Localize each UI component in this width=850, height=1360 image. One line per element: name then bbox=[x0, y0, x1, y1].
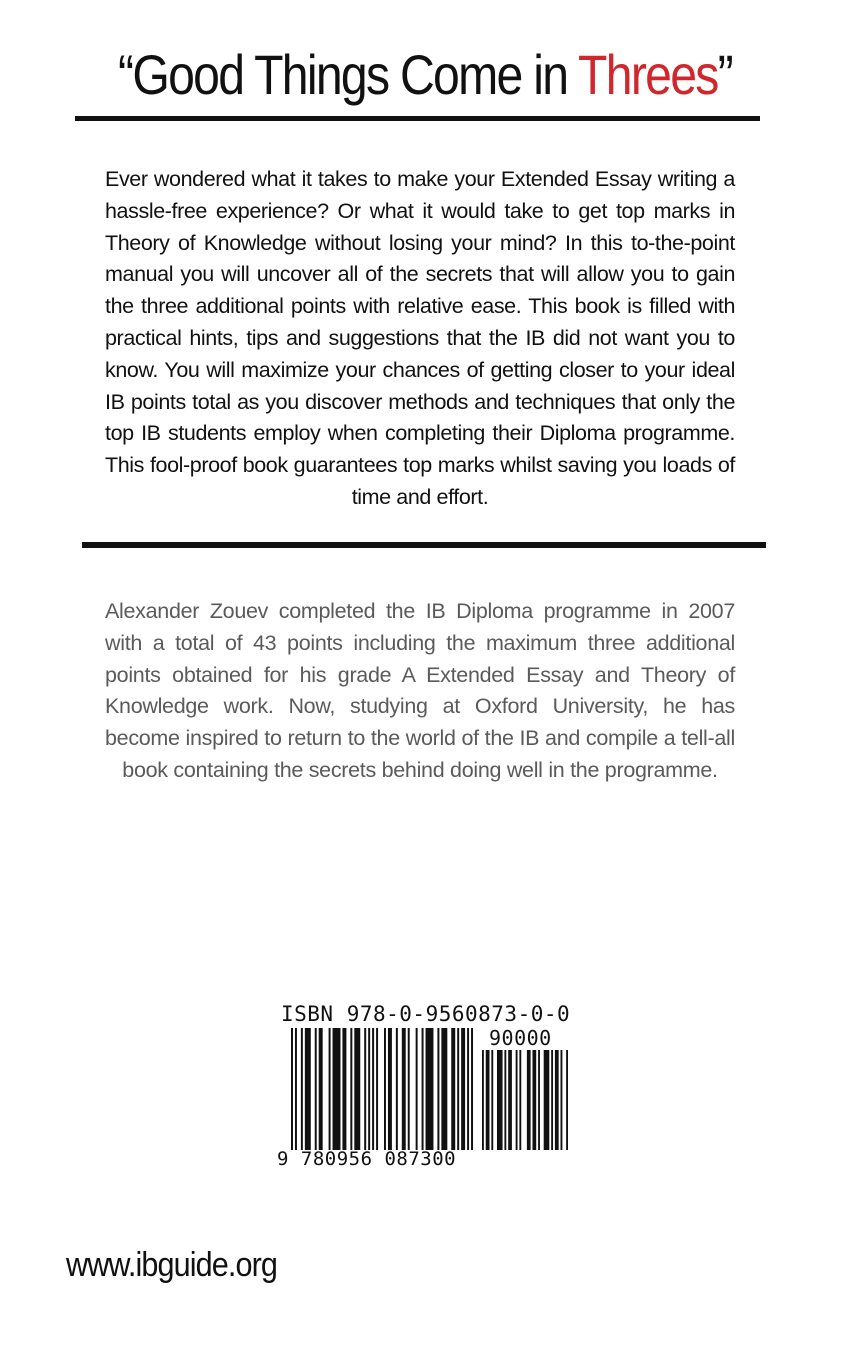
title-open-quote: “ bbox=[118, 43, 133, 106]
barcode-bar bbox=[544, 1050, 550, 1150]
barcode-bar bbox=[561, 1050, 563, 1150]
barcode-bar bbox=[416, 1028, 418, 1150]
barcode-bar bbox=[504, 1050, 506, 1150]
barcode-bar bbox=[295, 1028, 297, 1150]
title-accent-word: Threes bbox=[578, 43, 718, 106]
barcode-bar bbox=[364, 1028, 366, 1150]
barcode-bar bbox=[291, 1028, 293, 1150]
barcode-bar bbox=[372, 1028, 374, 1150]
barcode-bar bbox=[497, 1050, 503, 1150]
barcode-bar bbox=[426, 1028, 434, 1150]
barcode-bar bbox=[527, 1050, 531, 1150]
barcode-ean-digits: 9 780956 087300 bbox=[277, 1148, 457, 1170]
isbn-barcode bbox=[275, 1000, 575, 1180]
barcode-bar bbox=[457, 1028, 459, 1150]
top-divider bbox=[75, 116, 760, 121]
barcode-bar bbox=[461, 1028, 465, 1150]
barcode-bar bbox=[422, 1028, 424, 1150]
barcode-bar bbox=[451, 1028, 455, 1150]
cover-title bbox=[60, 40, 791, 110]
barcode-bar bbox=[333, 1028, 341, 1150]
barcode-bar bbox=[402, 1028, 406, 1150]
barcode-main-bars bbox=[291, 1028, 475, 1150]
barcode-bar bbox=[566, 1050, 568, 1150]
barcode-bar bbox=[516, 1050, 518, 1150]
barcode-bar bbox=[519, 1050, 521, 1150]
author-bio: Alexander Zouev completed the IB Diploma programme in 2007 with a total of 43 points including the maximum three additional points obtained for his grade A Extended Essay and Theory of Knowledge work. Now, studying at Oxford University, he has become inspired to return to the world of the IB and compile a tell-all book containing the secrets behind doing well in the programme. bbox=[105, 599, 735, 782]
barcode-bar bbox=[396, 1028, 398, 1150]
barcode-bar bbox=[486, 1050, 490, 1150]
barcode-bar bbox=[354, 1028, 360, 1150]
barcode-bar bbox=[301, 1028, 303, 1150]
barcode-addon-digits: 90000 bbox=[489, 1026, 552, 1050]
barcode-bar bbox=[315, 1028, 317, 1150]
barcode-bar bbox=[471, 1028, 473, 1150]
barcode-bar bbox=[482, 1050, 484, 1150]
barcode-bar bbox=[491, 1050, 493, 1150]
barcode-bar bbox=[376, 1028, 378, 1150]
barcode-bar bbox=[408, 1028, 410, 1150]
barcode-bar bbox=[329, 1028, 331, 1150]
barcode-bar bbox=[555, 1050, 559, 1150]
barcode-bar bbox=[388, 1028, 392, 1150]
barcode-bar bbox=[508, 1050, 512, 1150]
barcode-bar bbox=[441, 1028, 447, 1150]
barcode-bar bbox=[305, 1028, 311, 1150]
book-blurb: Ever wondered what it takes to make your Extended Essay writing a hassle-free experience? Or what it would take to get top marks in Theory of Knowledge without losing your mind? In this to-the-point manual you will uncover all of the secrets that will allow you to gain the three additional points with relative ease. This book is filled with practical hints, tips and suggestions that the IB did not want you to know. You will maximize your chances of getting closer to your ideal IB points total as you discover methods and techniques that only the top IB students employ when completing their Diploma programme. This fool-proof book guarantees top marks whilst saving you loads of time and effort. bbox=[105, 167, 735, 509]
website-url: www.ibguide.org bbox=[66, 1246, 278, 1284]
barcode-addon-bars bbox=[482, 1050, 568, 1150]
barcode-bar bbox=[384, 1028, 386, 1150]
middle-divider bbox=[82, 542, 766, 548]
title-text: Good Things Come in bbox=[132, 43, 579, 106]
isbn-label: ISBN 978-0-9560873-0-0 bbox=[281, 1002, 571, 1026]
title-close-quote: ” bbox=[717, 43, 732, 106]
barcode-bar bbox=[342, 1028, 346, 1150]
barcode-bar bbox=[437, 1028, 439, 1150]
barcode-bar bbox=[467, 1028, 469, 1150]
barcode-bar bbox=[368, 1028, 370, 1150]
barcode-bar bbox=[319, 1028, 323, 1150]
barcode-bar bbox=[350, 1028, 352, 1150]
barcode-bar bbox=[538, 1050, 540, 1150]
barcode-bar bbox=[551, 1050, 553, 1150]
barcode-bar bbox=[532, 1050, 536, 1150]
